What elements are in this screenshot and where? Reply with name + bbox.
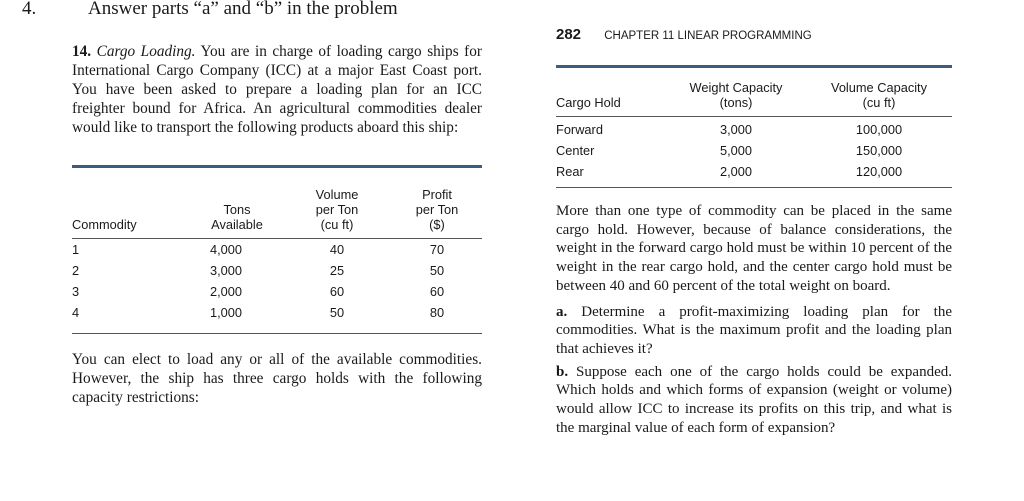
- question-number: 4.: [22, 0, 37, 19]
- table-row: Rear 2,000 120,000: [556, 164, 903, 179]
- col-tons-header: Tons Available: [211, 202, 263, 232]
- problem-title: Cargo Loading.: [96, 43, 196, 60]
- col-commodity-header: Commodity: [72, 217, 137, 232]
- page-header: [556, 26, 952, 43]
- part-b-text: Suppose each one of the cargo holds could be expanded. Which holds and which forms of expansion (weight or volume) would allow ICC to increase its profits on this trip, and what is the marginal value of each form of expansion?: [556, 363, 952, 436]
- left-column: [72, 42, 482, 407]
- part-b: [556, 363, 952, 438]
- col-weight-header: Weight Capacity (tons): [689, 80, 783, 110]
- table-row: 4 1,000 50 80: [72, 305, 445, 320]
- part-b-label: b.: [556, 363, 569, 380]
- table-row: Forward 3,000 100,000: [556, 122, 903, 137]
- col-volume-header: Volume per Ton (cu ft): [315, 187, 359, 232]
- right-body: [556, 202, 952, 437]
- part-a: [556, 303, 952, 359]
- right-column: [556, 26, 952, 437]
- commodity-table: [72, 178, 482, 334]
- table-row: Center 5,000 150,000: [556, 143, 903, 158]
- col-volume-capacity-header: Volume Capacity (cu ft): [830, 80, 928, 110]
- page-number: 282: [556, 26, 582, 43]
- col-profit-header: Profit per Ton ($): [415, 187, 459, 232]
- table-row: 1 4,000 40 70: [72, 242, 445, 257]
- table-row: 3 2,000 60 60: [72, 284, 445, 299]
- table-top-rule: [72, 165, 482, 168]
- part-a-label: a.: [556, 303, 568, 320]
- problem-number: 14.: [72, 43, 92, 60]
- col-hold-header: Cargo Hold: [556, 95, 621, 110]
- problem-intro: [72, 42, 482, 137]
- after-table-text: You can elect to load any or all of the available commodities. However, the ship has three cargo holds with the following capacity restrictions:: [72, 351, 482, 406]
- cargo-hold-table: [556, 72, 952, 188]
- hold-table-top-rule: [556, 65, 952, 68]
- chapter-title: CHAPTER 11 LINEAR PROGRAMMING: [604, 30, 812, 42]
- problem-intro-text: You are in charge of loading cargo ships for International Cargo Company (ICC) at a major East Coast port. You have been asked to prepare a loading plan for an ICC freighter bound for Africa. An agricultural commodities dealer would like to transport the following products aboard this ship:: [72, 43, 483, 136]
- part-a-text: Determine a profit-maximizing loading plan for the commodities. What is the maximum profit and the loading plan that achieves it?: [556, 303, 952, 357]
- table-row: 2 3,000 25 50: [72, 263, 445, 278]
- question-text: Answer parts “a” and “b” in the problem: [88, 0, 398, 19]
- balance-text: More than one type of commodity can be placed in the same cargo hold. However, because of balance considerations, the weight in the forward cargo hold must be within 10 percent of the weight in the rear cargo hold, and the center cargo hold must be between 40 and 60 percent of the total weight on board.: [556, 203, 952, 294]
